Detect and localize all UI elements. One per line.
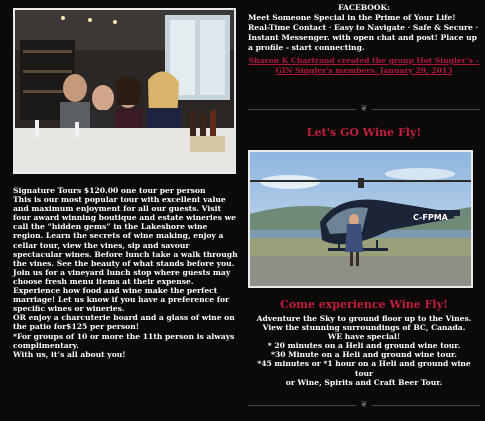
experience-line: Adventure the Sky to ground floor up to the Vines. <box>256 314 472 323</box>
lunch-description: Join us for a vineyard lunch stop where guests may choose fresh menu items at their expense. Experience how food and wine make the perfect marriage! Let us know if you have a preference for specific wines or wineries. <box>13 267 231 314</box>
divider-line <box>248 109 356 110</box>
divider-line <box>248 405 356 406</box>
experience-line: *30 Minute on a Heli and ground wine tour. <box>271 350 457 360</box>
group-discount-note: *For groups of 10 or more the 11th person is always complimentary. <box>13 331 235 350</box>
helicopter-photo <box>248 150 473 288</box>
flourish-icon: ❦ <box>360 400 368 410</box>
tour-closing-line: With us, it’s all about you! <box>13 349 126 359</box>
wine-fly-details <box>248 314 480 387</box>
divider-ornament <box>248 104 480 114</box>
divider-line <box>372 109 480 110</box>
left-column <box>0 0 242 421</box>
charcuterie-offer: OR enjoy a charcuterie board and a glass of wine on the patio for$125 per person! <box>13 313 235 332</box>
experience-line: * 20 minutes on a Heli and ground wine tour. <box>267 341 461 351</box>
divider-ornament-bottom <box>248 400 480 410</box>
experience-line: *45 minutes or *1 hour on a Heli and ground wine tour <box>257 359 471 378</box>
helicopter-illustration <box>250 152 471 286</box>
wine-fly-heading: Let's GO Wine Fly! <box>306 126 422 139</box>
wine-tasting-photo <box>13 8 236 174</box>
facebook-title: FACEBOOK: <box>338 3 390 12</box>
facebook-group-link[interactable]: Sharon K Chartrand created the group Hot Singler’s – GIN Singler's members. January 29, 2013 <box>248 56 480 75</box>
tour-description: This is our most popular tour with excellent value and maximum enjoyment for all our guests. Visit four award winning boutique and estate wineries we call the “hidden gems” in the Lakeshore wine region. Learn the secrets of wine making, enjoy a cellar tour, view the vines, sip and savour spectacular wines. Before lunch take a walk through the vines. See the beauty of what stands before you. <box>13 195 238 268</box>
facebook-promo <box>248 3 480 76</box>
experience-line: WE have special! <box>327 332 401 342</box>
wine-tasting-illustration <box>15 10 234 172</box>
tour-price-line: Signature Tours $120.00 one tour per person <box>13 186 206 195</box>
signature-tour-description <box>13 186 239 359</box>
facebook-body: Meet Someone Special in the Prime of Your Life! Real-Time Contact · Easy to Navigate · Safe & Secure · Instant Messenger. with open chat and post! Place up a profile - start connecting. <box>248 13 479 52</box>
experience-heading: Come experience Wine Fly! <box>280 298 448 311</box>
helicopter-registration: C-FPMA <box>413 213 448 222</box>
experience-line: or Wine, Spirits and Craft Beer Tour. <box>285 377 443 387</box>
divider-line <box>372 405 480 406</box>
flourish-icon: ❦ <box>360 104 368 114</box>
experience-line: View the stunning surroundings of BC, Canada. <box>262 323 466 333</box>
